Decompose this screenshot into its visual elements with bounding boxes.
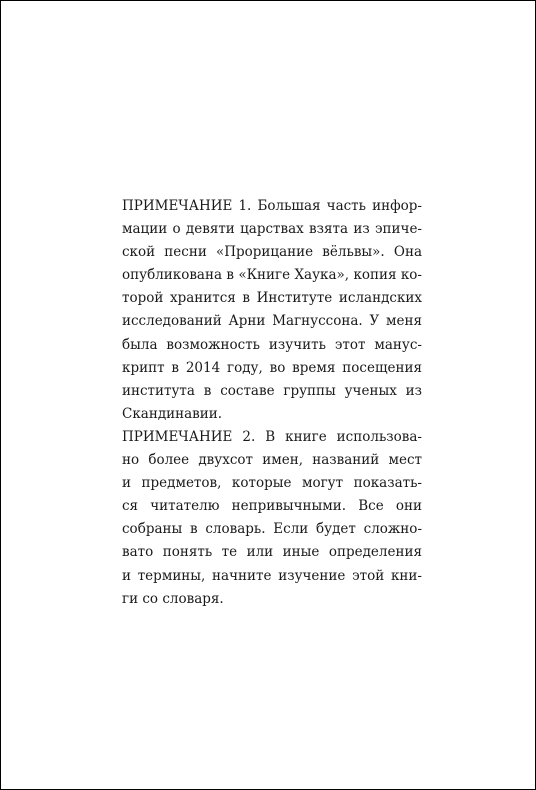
note-1-line: ПРИМЕЧАНИЕ 1. Большая часть инфор- [122,198,422,214]
note-2-line: но более двухсот имен, названий мест [122,452,422,469]
note-1 [122,195,422,426]
note-2-line: ги со словаря. [122,590,224,607]
note-1-line: Скандинавии. [122,405,223,422]
note-1-line: опубликована в «Книге Хаука», копия ко- [122,267,422,284]
note-2 [122,426,422,611]
note-2-line: собраны в словарь. Если будет сложно- [122,521,422,538]
note-2-line: и предметов, которые могут показать- [122,475,422,492]
note-2-line: и термины, начните изучение этой кни- [122,567,422,584]
note-2-line: ПРИМЕЧАНИЕ 2. В книге использова- [122,429,422,445]
note-2-line: вато понять те или иные определения [122,544,422,561]
note-1-line: института в составе группы ученых из [122,382,422,399]
note-2-line: ся читателю непривычными. Все они [122,498,422,515]
note-1-line: исследований Арни Магнуссона. У меня [122,313,422,330]
note-1-line: мации о девяти царствах взята из эпиче- [122,221,422,238]
note-1-line: крипт в 2014 году, во время посещения [122,359,422,376]
note-1-line: ской песни «Прорицание вёльвы». Она [122,244,422,261]
note-1-line: была возможность изучить этот манус- [122,336,422,353]
note-1-line: торой хранится в Институте исландских [122,290,422,307]
